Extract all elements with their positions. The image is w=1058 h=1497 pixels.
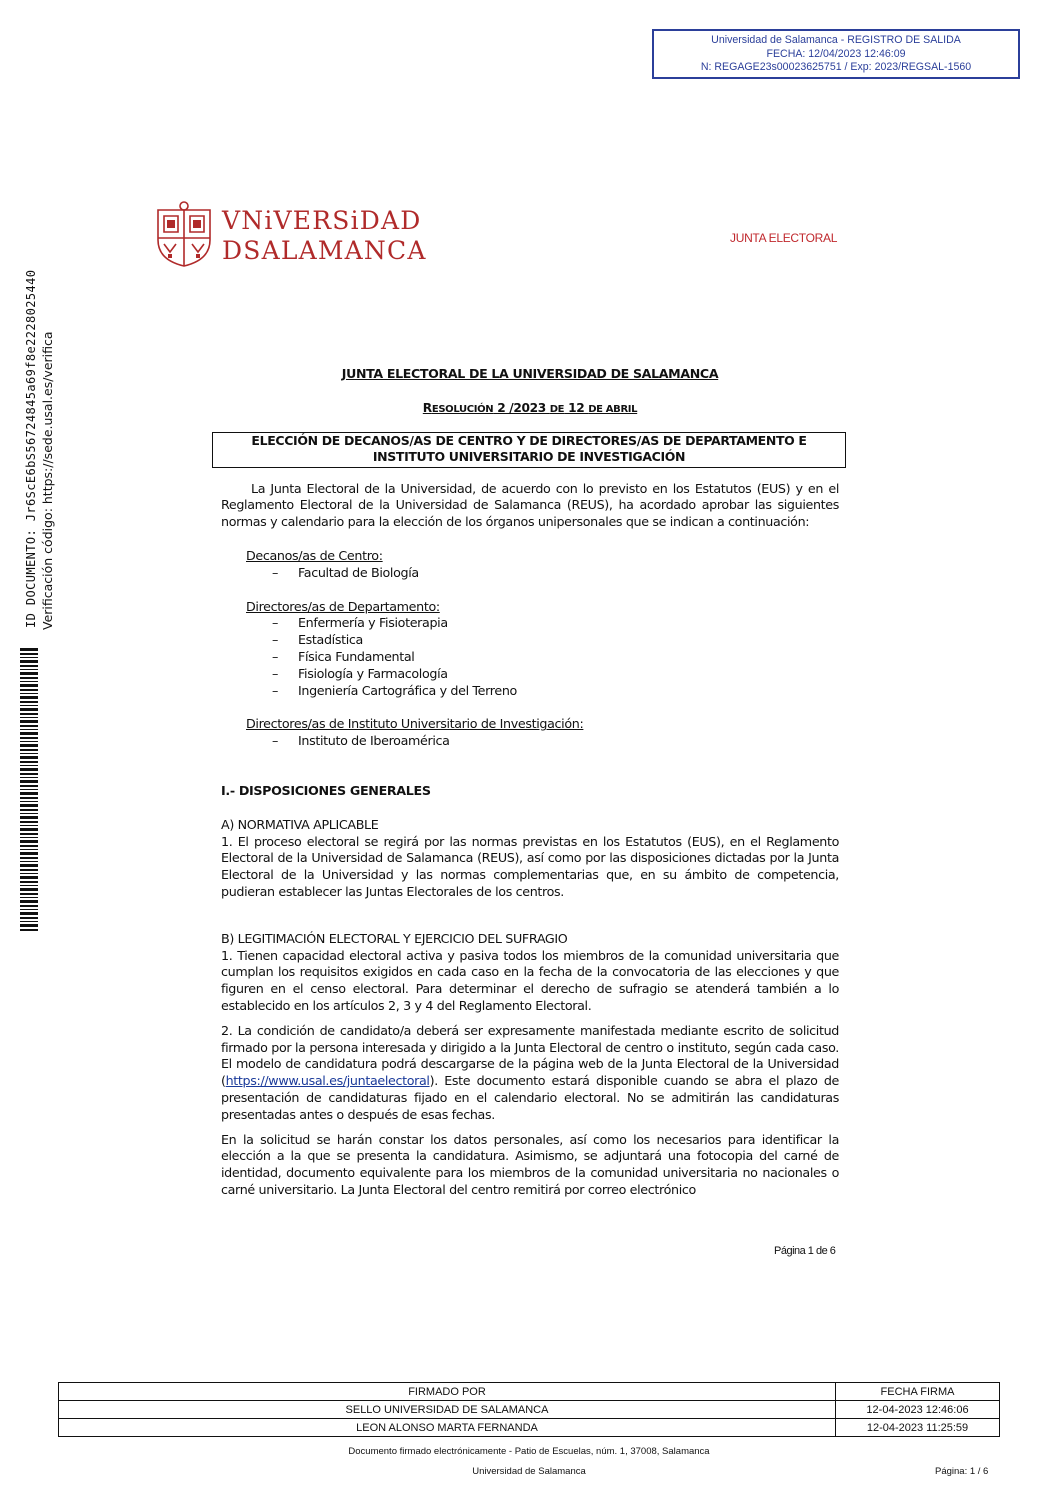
logo-line-1: VNiVERSiDAD: [222, 206, 422, 235]
group-title: Decanos/as de Centro:: [246, 547, 383, 563]
list-item: – Enfermería y Fisioterapia: [246, 615, 839, 632]
university-logo: [150, 200, 427, 270]
group-directores-departamento: [246, 599, 839, 700]
barcode-icon: [20, 648, 38, 932]
table-row: [59, 1383, 1000, 1401]
paragraph: 1. Tienen capacidad electoral activa y pasiva todos los miembros de la comunidad universitaria que cumplan los requisitos exigidos en cada caso en la fecha de la convocatoria de las elecciones y que figuren en el censo electoral. Para determinar el derecho de sufragio se atenderá también a lo establecido en los artículos 2, 3 y 4 del Reglamento Electoral.: [221, 947, 839, 1013]
table-row: [59, 1419, 1000, 1437]
paragraph: En la solicitud se harán constar los datos personales, así como los necesarios para identificar la elección a la que se presenta la candidatura. Asimismo, se adjuntará una fotocopia del carné de identidad, documento equivalente para los miembros de la comunidad universitaria no nacionales o carné universitario. La Junta Electoral del centro remitirá por correo electrónico: [221, 1131, 839, 1197]
junta-electoral-link[interactable]: https://www.usal.es/juntaelectoral: [225, 1073, 430, 1089]
list-item: – Instituto de Iberoamérica: [246, 733, 839, 750]
footer-note: Documento firmado electrónicamente - Patio de Escuelas, núm. 1, 37008, Salamanca: [348, 1446, 710, 1457]
header-junta-electoral: JUNTA ELECTORAL: [730, 231, 838, 245]
subsection-heading: B) LEGITIMACIÓN ELECTORAL Y EJERCICIO DEL SUFRAGIO: [221, 930, 568, 946]
subsection-heading: A) NORMATIVA APLICABLE: [221, 816, 379, 832]
paragraph: 1. El proceso electoral se regirá por las normas previstas en los Estatutos (EUS), en el Reglamento Electoral de la Universidad de Salamanca (REUS), así como por las disposiciones dictadas por la Junta Electoral de la Universidad y las normas complementarias que, en su ámbito de competencia, pudieran establecer las Juntas Electorales de los centros.: [221, 833, 839, 899]
election-title-box: ELECCIÓN DE DECANOS/AS DE CENTRO Y DE DIRECTORES/AS DE DEPARTAMENTO E INSTITUTO UNIVERSITARIO DE INVESTIGACIÓN: [212, 432, 846, 468]
signature-date: 12-04-2023 12:46:06: [836, 1401, 1000, 1419]
list-item: – Fisiología y Farmacología: [246, 666, 839, 683]
signed-by-header: FIRMADO POR: [59, 1383, 836, 1401]
document-id: ID DOCUMENTO: Jr6ScE6bS56724845a69f8e2228025440: [24, 269, 38, 628]
crest-icon: [150, 200, 218, 268]
table-row: [59, 1401, 1000, 1419]
document-body: [221, 366, 839, 1199]
logo-line-2: DSALAMANCA: [222, 236, 427, 265]
page-number: Página 1 de 6: [774, 1245, 836, 1257]
group-decanos: [246, 548, 839, 582]
footer-page: Página: 1 / 6: [935, 1466, 989, 1477]
signer-name: SELLO UNIVERSIDAD DE SALAMANCA: [59, 1401, 836, 1419]
list-item: – Ingeniería Cartográfica y del Terreno: [246, 683, 839, 700]
footer-institution: Universidad de Salamanca: [472, 1466, 586, 1477]
page-title: JUNTA ELECTORAL DE LA UNIVERSIDAD DE SALAMANCA: [341, 366, 719, 381]
date-header: FECHA FIRMA: [836, 1383, 1000, 1401]
list-item: – Estadística: [246, 632, 839, 649]
stamp-line-3: N: REGAGE23s00023625751 / Exp: 2023/REGSAL-1560: [700, 61, 972, 73]
signer-name: LEON ALONSO MARTA FERNANDA: [59, 1419, 836, 1437]
list-item: – Física Fundamental: [246, 649, 839, 666]
signature-table: [58, 1382, 1000, 1437]
stamp-line-2: FECHA: 12/04/2023 12:46:09: [766, 47, 906, 60]
signature-date: 12-04-2023 11:25:59: [836, 1419, 1000, 1437]
group-directores-instituto: [246, 716, 839, 750]
stamp-line-1: Universidad de Salamanca - REGISTRO DE SALIDA: [711, 34, 961, 46]
registration-stamp: [652, 29, 1020, 79]
intro-paragraph: La Junta Electoral de la Universidad, de acuerdo con lo previsto en los Estatutos (EUS) y en el Reglamento Electoral de la Universidad de Salamanca (REUS), ha acordado aprobar las siguientes normas y calendario para la elección de los órganos unipersonales que se indican a continuación:: [221, 480, 839, 530]
group-title: Directores/as de Departamento:: [246, 598, 440, 614]
paragraph: 2. La condición de candidato/a deberá ser expresamente manifestada mediante escrito de solicitud firmado por la persona interesada y dirigido a la Junta Electoral de centro o instituto, según cada caso. El modelo de candidatura podrá descargarse de la página web de la Junta Electoral de la Universidad (https://www.usal.es/juntaelectoral). Este documento estará disponible cuando se abra el plazo de presentación de candidaturas fijado en el calendario electoral. No se admitirán las candidaturas presentadas antes o después de esas fechas.: [221, 1022, 839, 1122]
verification-text: Verificación código: https://sede.usal.es/verifica: [40, 331, 55, 630]
list-item: – Facultad de Biología: [246, 565, 839, 582]
section-heading: I.- DISPOSICIONES GENERALES: [221, 782, 431, 798]
resolution-line: RESOLUCIÓN 2 /2023 DE 12 DE ABRIL: [422, 400, 638, 415]
group-title: Directores/as de Instituto Universitario de Investigación:: [246, 716, 584, 732]
